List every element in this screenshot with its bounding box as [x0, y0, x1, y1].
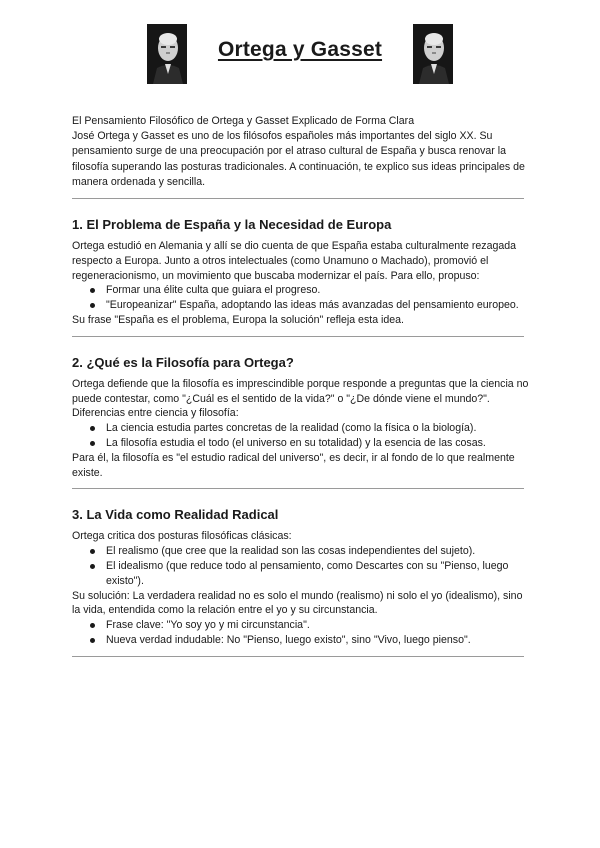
section-title: 2. ¿Qué es la Filosofía para Ortega?	[72, 354, 294, 370]
list-item	[106, 618, 530, 633]
list-item-text: El realismo (que cree que la realidad son las cosas independientes del sujeto).	[106, 545, 476, 558]
list-item-text: El idealismo (que reduce todo al pensamiento, como Descartes con su "Pienso, luego existo").	[106, 559, 509, 587]
portrait-photo-icon	[413, 24, 453, 84]
section-title: 3. La Vida como Realidad Radical	[72, 507, 279, 523]
list-item	[106, 298, 530, 313]
bullet-icon	[90, 638, 95, 643]
list-item	[106, 559, 530, 589]
bullet-list	[72, 544, 530, 588]
bullet-icon	[90, 623, 95, 628]
bullet-icon	[90, 549, 95, 554]
section-divider	[72, 488, 524, 489]
list-item	[106, 544, 530, 559]
list-item	[106, 421, 530, 436]
document-content	[72, 114, 530, 657]
intro-heading: El Pensamiento Filosófico de Ortega y Gasset Explicado de Forma Clara	[72, 115, 415, 127]
portrait-image	[147, 24, 187, 84]
list-item-text: "Europeanizar" España, adoptando las ideas más avanzadas del pensamiento europeo.	[106, 299, 519, 312]
section-paragraph: Ortega estudió en Alemania y allí se dio cuenta de que España estaba culturalmente rezagada respecto a Europa. Junto a otros intelectuales (como Unamuno o Machado), promovió el regeneracionismo, un movimiento que buscaba modernizar el país. Para ello, propuso:	[72, 240, 517, 282]
list-item	[106, 436, 530, 451]
section-closing: Para él, la filosofía es "el estudio radical del universo", es decir, ir al fondo de lo que realmente existe.	[72, 451, 515, 479]
section-closing: Su solución: La verdadera realidad no es solo el mundo (realismo) ni solo el yo (idealismo), sino la vida, entendida como la relación entre el yo y su circunstancia.	[72, 589, 523, 617]
section-closing: Su frase "España es el problema, Europa la solución" refleja esta idea.	[72, 314, 405, 326]
portrait-image	[413, 24, 453, 84]
section-lead: Ortega critica dos posturas filosóficas clásicas:	[72, 530, 292, 543]
section-divider	[72, 336, 524, 337]
list-item-text: Formar una élite culta que guiara el progreso.	[106, 284, 321, 297]
bullet-icon	[90, 303, 95, 308]
bullet-icon	[90, 564, 95, 569]
bullet-icon	[90, 426, 95, 431]
bullet-list	[72, 283, 530, 313]
list-item-text: Frase clave: "Yo soy yo y mi circunstancia".	[106, 619, 310, 632]
bullet-icon	[90, 441, 95, 446]
page-title: Ortega y Gasset	[217, 38, 383, 61]
bullet-list	[72, 618, 530, 648]
list-item	[106, 283, 530, 298]
list-item-text: La filosofía estudia el todo (el universo en su totalidad) y la esencia de las cosas.	[106, 436, 486, 449]
section-divider	[72, 198, 524, 199]
intro-paragraph: José Ortega y Gasset es uno de los filósofos españoles más importantes del siglo XX. Su pensamiento surge de una preocupación por el atraso cultural de España y busca renovar la filosofía superando las posturas tradicionales. A continuación, te explico sus ideas principales de manera ordenada y sencilla.	[72, 130, 525, 188]
section-paragraph: Ortega defiende que la filosofía es imprescindible porque responde a preguntas que la ciencia no puede contestar, como "¿Cuál es el sentido de la vida?" o "¿De dónde viene el mundo?".	[72, 377, 529, 405]
bullet-list	[72, 421, 530, 451]
list-item	[106, 633, 530, 648]
bullet-icon	[90, 288, 95, 293]
list-item-text: Nueva verdad indudable: No "Pienso, luego existo", sino "Vivo, luego pienso".	[106, 633, 471, 646]
section-title: 1. El Problema de España y la Necesidad de Europa	[72, 217, 392, 233]
portrait-photo-icon	[147, 24, 187, 84]
section-divider	[72, 656, 524, 657]
section-lead: Diferencias entre ciencia y filosofía:	[72, 407, 239, 420]
intro-block	[72, 114, 530, 190]
list-item-text: La ciencia estudia partes concretas de la realidad (como la física o la biología).	[106, 422, 477, 435]
